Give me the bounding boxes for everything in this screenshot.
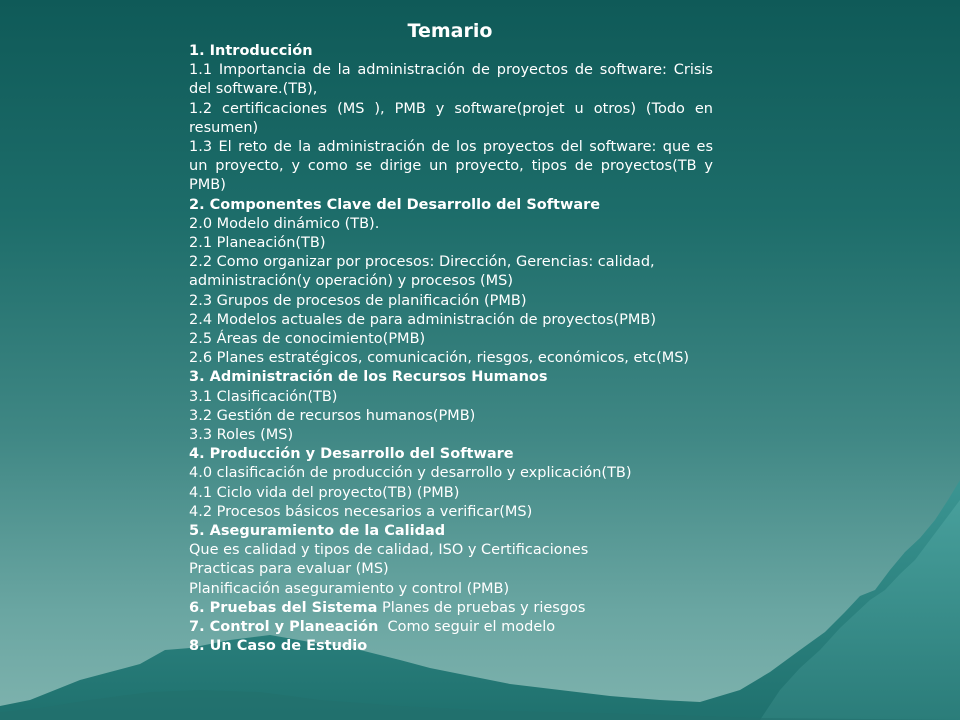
list-item: 2.4 Modelos actuales de para administración de proyectos(PMB): [189, 311, 657, 328]
section-6-detail: Planes de pruebas y riesgos: [377, 599, 586, 616]
syllabus-list: [189, 42, 713, 657]
section-5-heading: 5. Aseguramiento de la Calidad: [189, 523, 446, 540]
list-item: 2.1 Planeación(TB): [189, 235, 326, 252]
list-item: 2.3 Grupos de procesos de planificación (PMB): [189, 292, 527, 309]
list-item: 2.6 Planes estratégicos, comunicación, riesgos, económicos, etc(MS): [189, 350, 690, 367]
list-item: 1.2 certificaciones (MS ), PMB y software(projet u otros) (Todo en resumen): [189, 100, 713, 136]
section-8-heading: 8. Un Caso de Estudio: [189, 638, 368, 655]
section-1-heading: 1. Introducción: [189, 43, 313, 59]
list-item: 1.3 El reto de la administración de los proyectos del software: que es un proyecto, y como se dirige un proyecto, tipos de proyectos(TB y PMB): [189, 139, 713, 194]
section-7-line: [189, 618, 713, 637]
list-item: Planificación aseguramiento y control (PMB): [189, 580, 510, 597]
list-item: 3.3 Roles (MS): [189, 427, 294, 444]
slide-title-text: Temario: [407, 20, 493, 42]
list-item: 2.2 Como organizar por procesos: Dirección, Gerencias: calidad, administración(y operación) y procesos (MS): [189, 254, 655, 290]
slide-title: [0, 20, 900, 42]
section-3-heading: 3. Administración de los Recursos Humanos: [189, 369, 548, 386]
list-item: Que es calidad y tipos de calidad, ISO y Certificaciones: [189, 542, 589, 559]
list-item: Practicas para evaluar (MS): [189, 561, 389, 578]
list-item: 2.0 Modelo dinámico (TB).: [189, 215, 380, 232]
section-2-heading: 2. Componentes Clave del Desarrollo del Software: [189, 196, 601, 213]
section-7-heading: 7. Control y Planeación: [189, 619, 379, 636]
list-item: 4.2 Procesos básicos necesarios a verificar(MS): [189, 503, 533, 520]
list-item: 2.5 Áreas de conocimiento(PMB): [189, 331, 426, 348]
list-item: 1.1 Importancia de la administración de proyectos de software: Crisis del software.(TB),: [189, 62, 713, 98]
list-item: 4.0 clasificación de producción y desarrollo y explicación(TB): [189, 465, 632, 482]
list-item: 4.1 Ciclo vida del proyecto(TB) (PMB): [189, 484, 460, 501]
list-item: 3.1 Clasificación(TB): [189, 388, 338, 405]
section-6-heading: 6. Pruebas del Sistema: [189, 599, 378, 616]
section-4-heading: 4. Producción y Desarrollo del Software: [189, 446, 514, 463]
list-item: 3.2 Gestión de recursos humanos(PMB): [189, 407, 476, 424]
section-7-detail: Como seguir el modelo: [378, 619, 556, 636]
section-6-line: [189, 599, 713, 618]
